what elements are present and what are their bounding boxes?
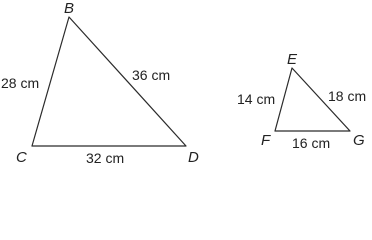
triangle-efg [237,51,366,151]
side-label-fg: 16 cm [292,135,331,151]
vertex-label-c: C [16,149,27,166]
side-label-bc: 28 cm [1,75,40,91]
vertex-label-g: G [353,132,365,149]
triangle-bcd [1,0,199,166]
side-label-bd: 36 cm [132,67,171,83]
side-label-ef: 14 cm [237,91,276,107]
vertex-label-b: B [64,0,75,17]
side-label-eg: 18 cm [328,88,367,104]
vertex-label-e: E [287,51,298,68]
vertex-label-f: F [261,132,271,149]
vertex-label-d: D [188,149,199,166]
side-label-cd: 32 cm [86,150,125,166]
